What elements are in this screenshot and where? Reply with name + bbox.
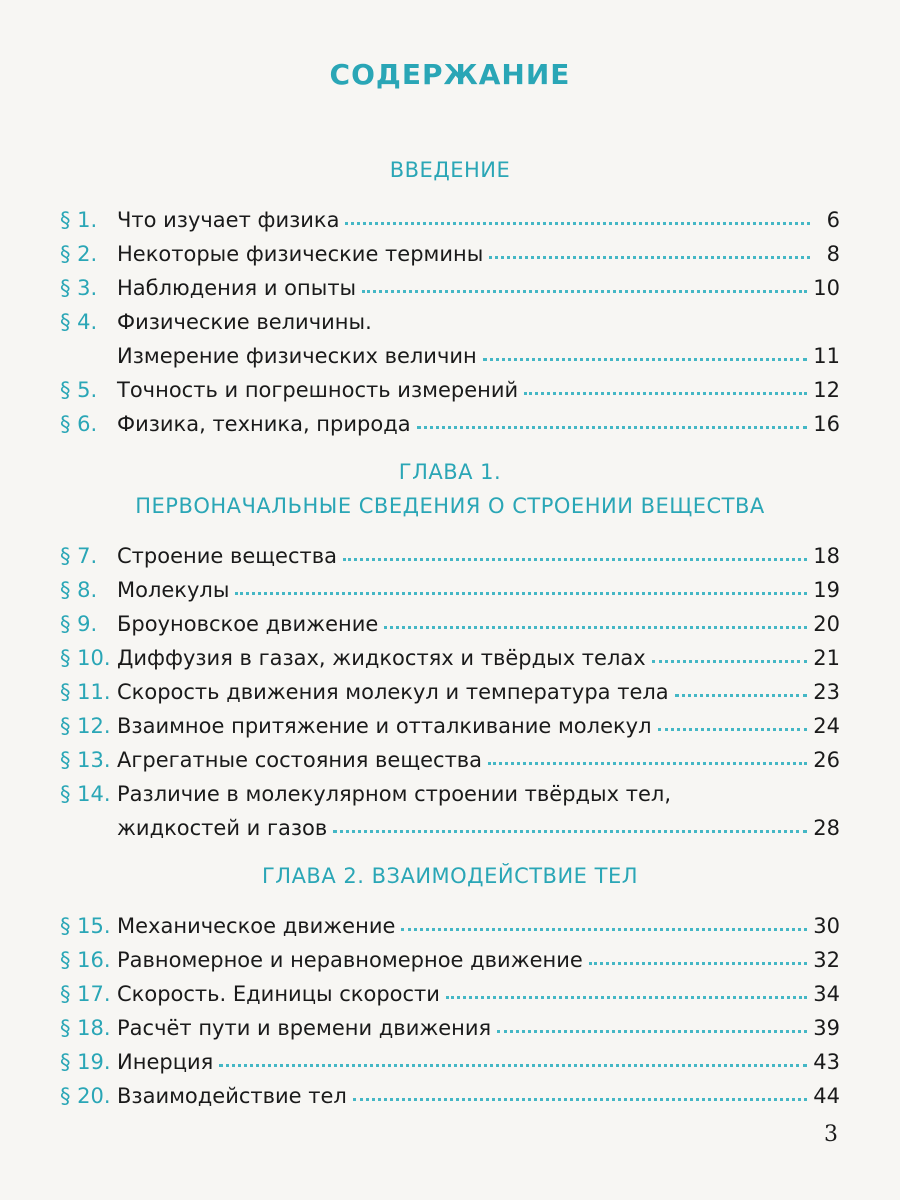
dot-leader [345,222,810,225]
dot-leader [362,290,807,293]
entry-page: 11 [813,344,840,368]
entry-number: § 10. [60,646,111,670]
entry-title: Расчёт пути и времени движения [117,1016,492,1040]
toc-entry[interactable] [60,300,840,334]
dot-leader [333,830,807,833]
page-title: СОДЕРЖАНИЕ [329,58,571,91]
entry-page: 16 [813,412,840,436]
toc-entry-continuation[interactable] [117,334,840,368]
dot-leader [497,1030,807,1033]
entry-number: § 2. [60,242,98,266]
dot-leader [652,660,808,663]
entry-page: 26 [813,748,840,772]
entry-number: § 11. [60,680,111,704]
entry-page: 43 [813,1050,840,1074]
entry-number: § 18. [60,1016,111,1040]
entry-number: § 6. [60,412,98,436]
entry-number: § 9. [60,612,98,636]
dot-leader [384,626,807,629]
toc-entry[interactable] [60,1040,840,1074]
toc-entry[interactable] [60,232,840,266]
section-heading-chapter-1-label: ГЛАВА 1. [398,460,502,484]
entry-page: 28 [813,816,840,840]
entry-title-continued: жидкостей и газов [117,816,328,840]
entry-page: 24 [813,714,840,738]
toc-entry[interactable] [60,704,840,738]
entry-title: Скорость. Единицы скорости [117,982,440,1006]
toc-entry[interactable] [60,266,840,300]
entry-page: 39 [813,1016,840,1040]
toc-entry[interactable] [60,368,840,402]
entry-page: 32 [813,948,840,972]
toc-entry[interactable] [60,198,840,232]
entry-page: 30 [813,914,840,938]
dot-leader [658,728,808,731]
entry-number: § 5. [60,378,98,402]
entry-title: Физические величины. [117,310,372,334]
entry-title-continued: Измерение физических величин [117,344,477,368]
dot-leader [401,928,807,931]
entry-number: § 17. [60,982,111,1006]
entry-title: Что изучает физика [117,208,340,232]
section-heading-chapter-1-title: ПЕРВОНАЧАЛЬНЫЕ СВЕДЕНИЯ О СТРОЕНИИ ВЕЩЕСТВА [135,494,765,518]
toc-entry[interactable] [60,602,840,636]
dot-leader [353,1098,807,1101]
entry-number: § 13. [60,748,111,772]
dot-leader [235,592,807,595]
dot-leader [589,962,807,965]
toc-entry[interactable] [60,636,840,670]
entry-number: § 7. [60,544,98,568]
dot-leader [483,358,808,361]
entry-number: § 12. [60,714,111,738]
entry-title: Точность и погрешность измерений [117,378,519,402]
entry-page: 12 [813,378,840,402]
toc-entry[interactable] [60,904,840,938]
entry-number: § 4. [60,310,98,334]
entry-title: Физика, техника, природа [117,412,411,436]
entry-number: § 3. [60,276,98,300]
entry-title: Некоторые физические термины [117,242,484,266]
entry-number: § 15. [60,914,111,938]
entry-title: Скорость движения молекул и температура тела [117,680,669,704]
toc-entry-continuation[interactable] [117,806,840,840]
entry-title: Диффузия в газах, жидкостях и твёрдых телах [117,646,646,670]
entry-page: 6 [826,208,840,232]
entry-page: 34 [813,982,840,1006]
page-number: 3 [824,1122,838,1147]
dot-leader [219,1064,807,1067]
entry-page: 10 [813,276,840,300]
toc-entry[interactable] [60,738,840,772]
entry-title: Строение вещества [117,544,337,568]
entry-number: § 20. [60,1084,111,1108]
toc-entry[interactable] [60,670,840,704]
entry-page: 44 [813,1084,840,1108]
entry-page: 19 [813,578,840,602]
dot-leader [446,996,807,999]
entry-title: Взаимное притяжение и отталкивание молекул [117,714,652,738]
entry-number: § 16. [60,948,111,972]
toc-entry[interactable] [60,568,840,602]
entry-title: Агрегатные состояния вещества [117,748,483,772]
toc-entry[interactable] [60,938,840,972]
entry-title: Различие в молекулярном строении твёрдых тел, [117,782,671,806]
entry-page: 21 [813,646,840,670]
dot-leader [417,426,808,429]
entry-title: Молекулы [117,578,230,602]
entry-title: Инерция [117,1050,214,1074]
dot-leader [489,256,810,259]
dot-leader [675,694,808,697]
toc-entry[interactable] [60,402,840,436]
entry-title: Механическое движение [117,914,396,938]
dot-leader [343,558,807,561]
entry-title: Броуновское движение [117,612,379,636]
entry-title: Взаимодействие тел [117,1084,347,1108]
entry-number: § 1. [60,208,98,232]
toc-entry[interactable] [60,972,840,1006]
toc-entry[interactable] [60,772,840,806]
entry-page: 23 [813,680,840,704]
entry-title: Равномерное и неравномерное движение [117,948,583,972]
toc-entry[interactable] [60,534,840,568]
dot-leader [488,762,807,765]
entry-page: 20 [813,612,840,636]
entry-page: 18 [813,544,840,568]
section-heading-chapter-2: ГЛАВА 2. ВЗАИМОДЕЙСТВИЕ ТЕЛ [261,864,639,888]
entry-title: Наблюдения и опыты [117,276,357,300]
entry-page: 8 [826,242,840,266]
toc-entry[interactable] [60,1006,840,1040]
entry-number: § 19. [60,1050,111,1074]
dot-leader [524,392,807,395]
section-heading-intro: ВВЕДЕНИЕ [389,158,511,182]
toc-entry[interactable] [60,1074,840,1108]
entry-number: § 14. [60,782,111,806]
entry-number: § 8. [60,578,98,602]
